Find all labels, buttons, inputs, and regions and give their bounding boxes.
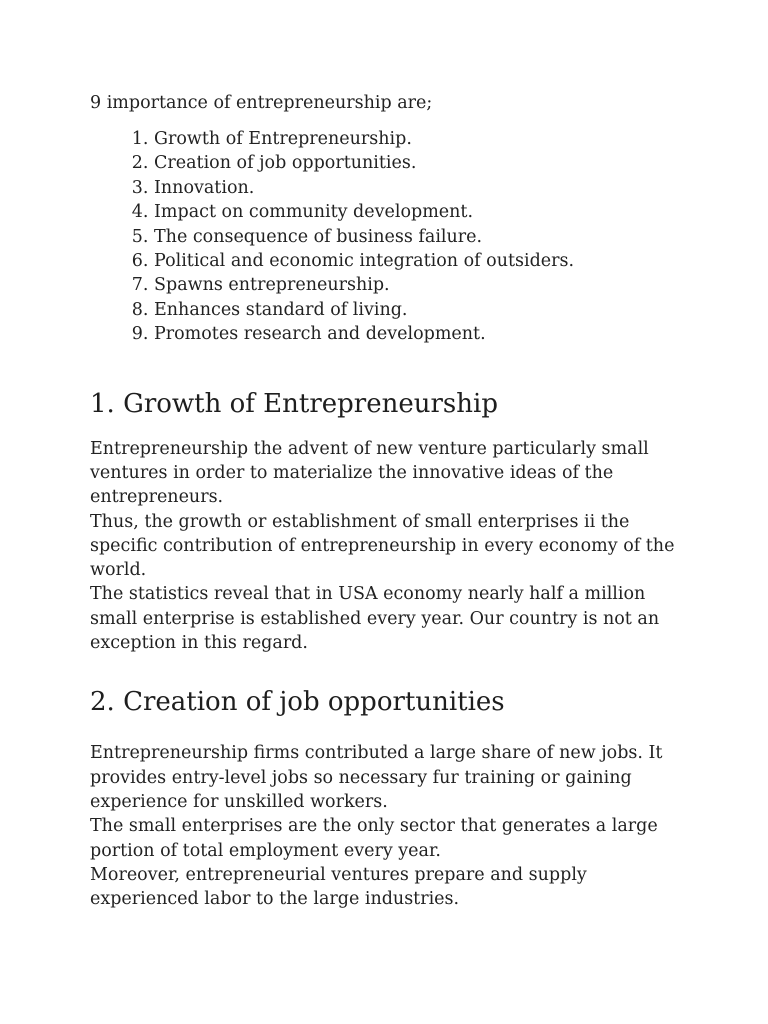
list-item: 5. The consequence of business failure. <box>154 225 690 249</box>
paragraph: The statistics reveal that in USA economy nearly half a million small enterprise is established every year. Our country is not an exception in this regard. <box>90 584 660 654</box>
section-heading-jobs: 2. Creation of job opportunities <box>90 687 505 718</box>
list-item: 2. Creation of job opportunities. <box>154 151 690 175</box>
list-item: 4. Impact on community development. <box>154 200 690 224</box>
list-item: 8. Enhances standard of living. <box>154 298 690 322</box>
intro-text: 9 importance of entrepreneurship are; <box>90 93 433 113</box>
paragraph: The small enterprises are the only sector that generates a large portion of total employment every year. <box>90 816 658 861</box>
paragraph: Entrepreneurship firms contributed a large share of new jobs. It provides entry-level jobs so necessary fur training or gaining experience for unskilled workers. <box>90 743 663 812</box>
list-item: 6. Political and economic integration of outsiders. <box>154 249 690 273</box>
list-item: 3. Innovation. <box>154 176 690 200</box>
section-body-growth <box>90 437 690 656</box>
paragraph: Moreover, entrepreneurial ventures prepare and supply experienced labor to the large industries. <box>90 864 587 910</box>
section-heading-growth: 1. Growth of Entrepreneurship <box>90 388 498 419</box>
list-item: 7. Spawns entrepreneurship. <box>154 273 690 297</box>
list-item: 9. Promotes research and development. <box>154 322 690 346</box>
paragraph: Entrepreneurship the advent of new venture particularly small ventures in order to materialize the innovative ideas of the entrepreneurs. <box>90 438 649 508</box>
list-item: 1. Growth of Entrepreneurship. <box>154 127 690 151</box>
section-body-jobs <box>90 741 690 911</box>
importance-list <box>90 127 690 347</box>
paragraph: Thus, the growth or establishment of small enterprises ii the specific contribution of entrepreneurship in every economy of the world. <box>90 511 675 581</box>
article <box>90 91 690 911</box>
